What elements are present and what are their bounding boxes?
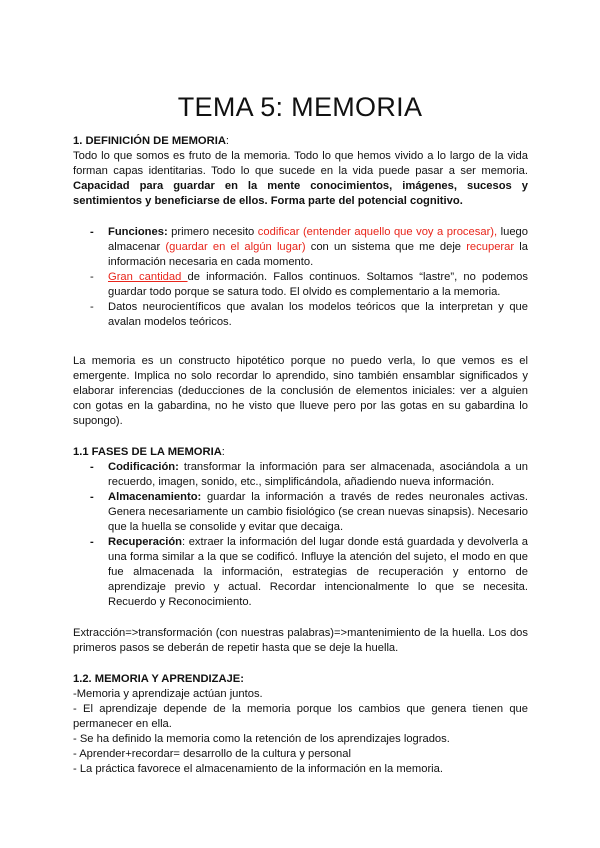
aprendizaje-line-1: -Memoria y aprendizaje actúan juntos. [73, 688, 263, 700]
section-1-heading [73, 134, 528, 149]
constructo-paragraph: La memoria es un constructo hipotético porque no puedo verla, lo que vemos es el emergente. Implica no solo recordar lo aprendido, sino también ensamblar significados y elaborar inferencias (deducciones de la conclusión de elementos iniciales: ver a alguien con gotas en la gabardina, no he visto que llueve pero por las gotas en su gabardina lo supongo). [73, 355, 528, 427]
aprendizaje-line-3: - Se ha definido la memoria como la retención de los aprendizajes logrados. [73, 733, 450, 745]
list-item-almacenamiento [73, 490, 528, 535]
bullet-dash: - [90, 271, 94, 283]
funciones-text-3: con un sistema que me deje [305, 241, 467, 253]
list-item-gran-cantidad [73, 270, 528, 300]
recuperacion-label: Recuperación [108, 536, 182, 548]
funciones-highlight-codificar: codificar (entender aquello que voy a procesar), [257, 226, 498, 238]
list-item-neurocientificos [73, 300, 528, 330]
recuperacion-text: : extraer la información del lugar donde está guardada y devolverla a una forma similar a la que se codificó. Influye la atención del sujeto, el modo en que fue almacenada la información, estrategias de recuperación y entorno de aprendizaje previo y actual. Recordar intencionalmente lo que se necesita. Recuerdo y Reconocimiento. [108, 536, 528, 608]
bullet-dash: - [90, 301, 94, 313]
page-title: TEMA 5: MEMORIA [177, 92, 423, 122]
section-1-heading-text: 1. DEFINICIÓN DE MEMORIA [73, 135, 226, 147]
bullet-dash: - [90, 491, 94, 503]
bullet-dash: - [90, 536, 94, 548]
section-1-1-heading [73, 445, 528, 460]
memory-definition-bold: Capacidad para guardar en la mente conocimientos, imágenes, sucesos y sentimientos y beneficiarse de ellos. Forma parte del potencial cognitivo. [73, 180, 528, 207]
neurocientificos-text: Datos neurocientíficos que avalan los modelos teóricos que la interpretan y que avalan modelos teóricos. [108, 301, 528, 328]
bullet-dash: - [90, 461, 94, 473]
bullet-dash: - [90, 226, 94, 238]
funciones-label: Funciones: [108, 226, 168, 238]
phases-list [73, 460, 528, 610]
section-1-intro [73, 149, 528, 209]
section-1-2-heading: 1.2. MEMORIA Y APRENDIZAJE: [73, 673, 244, 685]
funciones-highlight-recuperar: recuperar [466, 241, 515, 253]
section-1-1-heading-colon: : [221, 446, 225, 458]
list-item-codificacion [73, 460, 528, 490]
section-1-bullet-list [73, 225, 528, 330]
gran-cantidad-text: de información. Fallos continuos. Soltamos “lastre”, no podemos guardar todo porque se satura todo. El olvido es complementario a la memoria. [108, 271, 529, 298]
aprendizaje-line-5: - La práctica favorece el almacenamiento de la información en la memoria. [73, 763, 443, 775]
codificacion-text: transformar la información para ser almacenada, asociándola a un recuerdo, imagen, sonido, etc., simplificándola, añadiendo nueva información. [108, 461, 528, 488]
section-1-1-heading-text: 1.1 FASES DE LA MEMORIA [73, 446, 222, 458]
section-1-intro-text: Todo lo que somos es fruto de la memoria. Todo lo que hemos vivido a lo largo de la vida forman capas identitarias. Todo lo que sucede en la vida puede pasar a ser memoria. [73, 150, 528, 177]
list-item-funciones [73, 225, 528, 270]
funciones-text-4: la información necesaria en cada momento. [108, 241, 528, 268]
almacenamiento-text: guardar la información a través de redes neuronales activas. Genera necesariamente un cambio fisiológico (se crean nuevas sinapsis). Necesario que la huella se consolide y evitar que decaiga. [108, 491, 528, 533]
almacenamiento-label: Almacenamiento: [108, 491, 202, 503]
funciones-text-1: primero necesito [167, 226, 258, 238]
extraccion-paragraph: Extracción=>transformación (con nuestras palabras)=>mantenimiento de la huella. Los dos primeros pasos se deberán de repetir hasta que se deje la huella. [73, 627, 528, 654]
aprendizaje-line-2: - El aprendizaje depende de la memoria porque los cambios que genera tienen que permanecer en ella. [73, 703, 528, 730]
funciones-highlight-guardar: (guardar en el algún lugar) [165, 241, 306, 253]
gran-cantidad-highlight: Gran cantidad [108, 271, 188, 283]
list-item-recuperacion [73, 535, 528, 610]
document-body [73, 134, 528, 777]
aprendizaje-line-4: - Aprender+recordar= desarrollo de la cultura y personal [73, 748, 351, 760]
funciones-text-2: luego almacenar [108, 226, 529, 253]
section-1-heading-colon: : [225, 135, 230, 147]
codificacion-label: Codificación: [108, 461, 179, 473]
